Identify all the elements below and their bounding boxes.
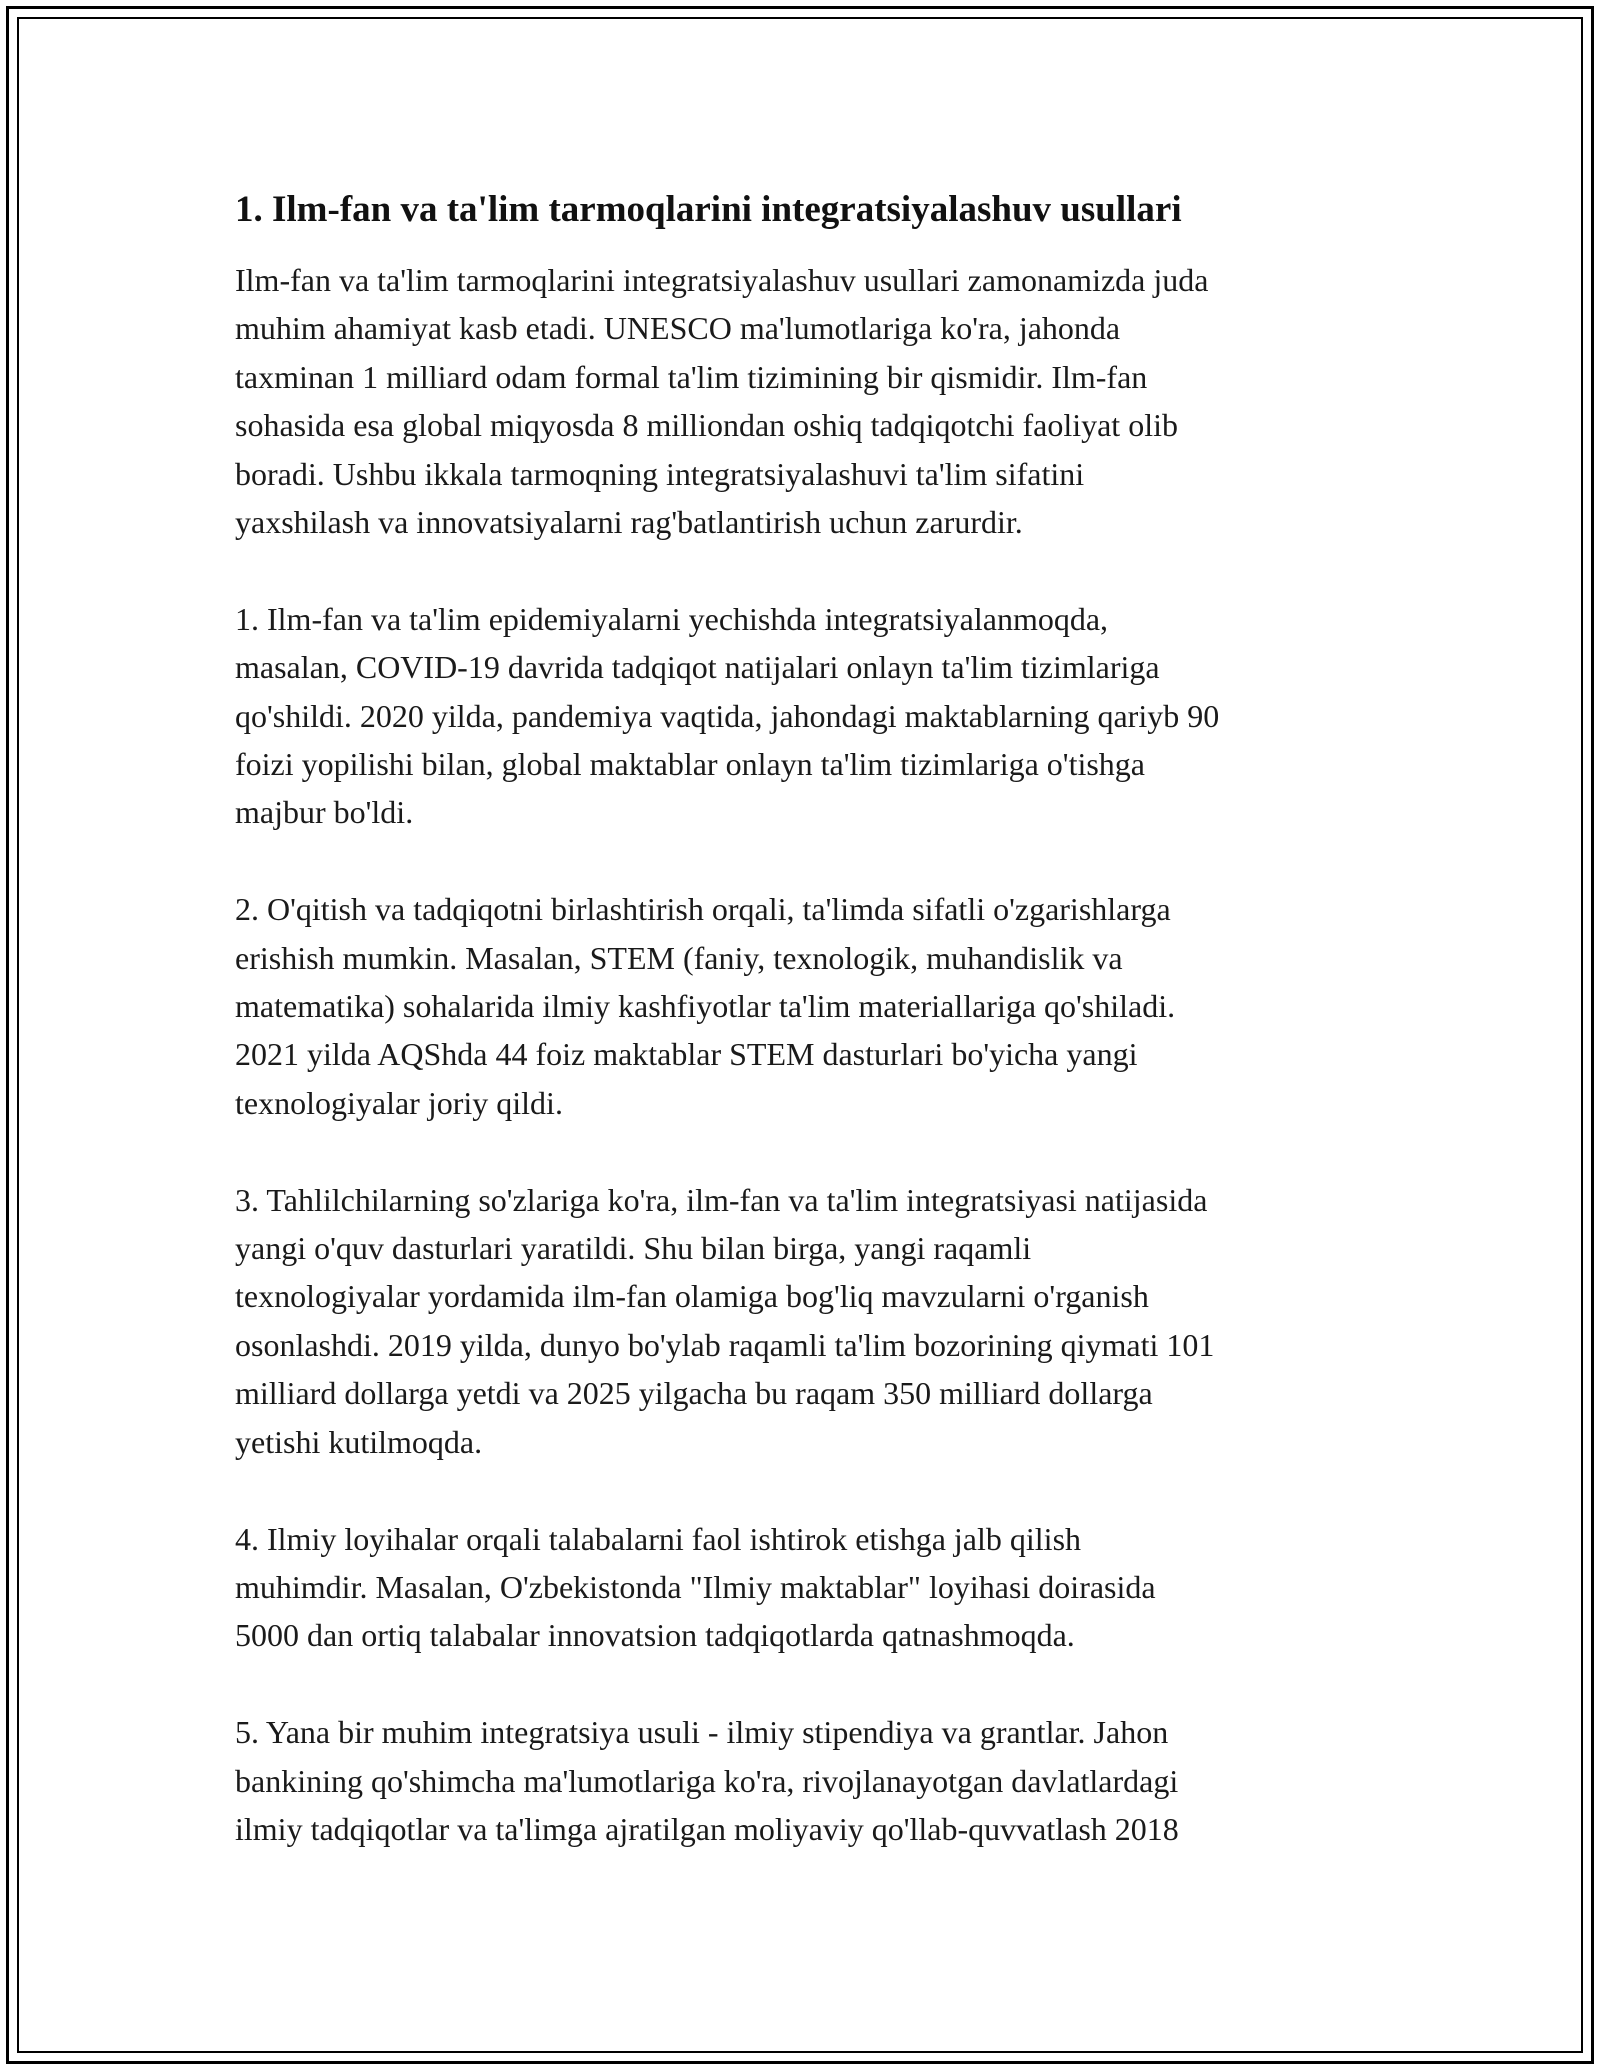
- text-line: 1. Ilm-fan va ta'lim epidemiyalarni yechishda integratsiyalanmoqda,: [235, 600, 1109, 637]
- paragraph-point-1: [235, 595, 1375, 837]
- text-line: 2. O'qitish va tadqiqotni birlashtirish orqali, ta'limda sifatli o'zgarishlarga: [235, 891, 1171, 928]
- text-line: muhimdir. Masalan, O'zbekistonda "Ilmiy maktablar" loyihasi doirasida: [235, 1568, 1156, 1605]
- text-line: texnologiyalar joriy qildi.: [235, 1084, 563, 1121]
- text-line: Ilm-fan va ta'lim tarmoqlarini integratsiyalashuv usullari zamonamizda juda: [235, 262, 1209, 298]
- text-line: sohasida esa global miqyosda 8 milliondan oshiq tadqiqotchi faoliyat olib: [235, 407, 1178, 444]
- paragraph-point-3: [235, 1176, 1375, 1466]
- text-line: matematika) sohalarida ilmiy kashfiyotlar ta'lim materiallariga qo'shiladi.: [235, 988, 1176, 1025]
- text-line: erishish mumkin. Masalan, STEM (faniy, texnologik, muhandislik va: [235, 939, 1123, 976]
- text-line: muhim ahamiyat kasb etadi. UNESCO ma'lumotlariga ko'ra, jahonda: [235, 310, 1121, 347]
- text-line: yaxshilash va innovatsiyalarni rag'batlantirish uchun zarurdir.: [235, 504, 1023, 541]
- paragraph-point-2: [235, 885, 1375, 1127]
- text-line: yangi o'quv dasturlari yaratildi. Shu bilan birga, yangi raqamli: [235, 1230, 1032, 1267]
- text-line: foizi yopilishi bilan, global maktablar onlayn ta'lim tizimlariga o'tishga: [235, 746, 1145, 783]
- text-line: 4. Ilmiy loyihalar orqali talabalarni faol ishtirok etishga jalb qilish: [235, 1520, 1082, 1557]
- text-line: majbur bo'ldi.: [235, 794, 414, 831]
- text-line: 2021 yilda AQShda 44 foiz maktablar STEM dasturlari bo'yicha yangi: [235, 1036, 1138, 1073]
- text-line: boradi. Ushbu ikkala tarmoqning integratsiyalashuvi ta'lim sifatini: [235, 455, 1085, 492]
- text-line: 3. Tahlilchilarning so'zlariga ko'ra, ilm-fan va ta'lim integratsiyasi natijasida: [235, 1181, 1208, 1218]
- text-line: 5000 dan ortiq talabalar innovatsion tadqiqotlarda qatnashmoqda.: [235, 1617, 1075, 1654]
- text-line: texnologiyalar yordamida ilm-fan olamiga bog'liq mavzularni o'rganish: [235, 1278, 1149, 1315]
- text-line: ilmiy tadqiqotlar va ta'limga ajratilgan moliyaviy qo'llab-quvvatlash 2018: [235, 1810, 1179, 1847]
- paragraph-point-5: [235, 1708, 1375, 1853]
- document-body: [235, 186, 1375, 1902]
- text-line: yetishi kutilmoqda.: [235, 1423, 483, 1460]
- paragraph-intro: [235, 256, 1375, 546]
- paragraph-point-4: [235, 1515, 1375, 1660]
- text-line: qo'shildi. 2020 yilda, pandemiya vaqtida, jahondagi maktablarning qariyb 90: [235, 697, 1220, 734]
- text-line: milliard dollarga yetdi va 2025 yilgacha bu raqam 350 milliard dollarga: [235, 1375, 1153, 1412]
- text-line: taxminan 1 milliard odam formal ta'lim tizimining bir qismidir. Ilm-fan: [235, 358, 1148, 395]
- text-line: 5. Yana bir muhim integratsiya usuli - ilmiy stipendiya va grantlar. Jahon: [235, 1714, 1169, 1751]
- text-line: bankining qo'shimcha ma'lumotlariga ko'ra, rivojlanayotgan davlatlardagi: [235, 1762, 1179, 1799]
- text-line: masalan, COVID-19 davrida tadqiqot natijalari onlayn ta'lim tizimlariga: [235, 649, 1160, 686]
- text-line: osonlashdi. 2019 yilda, dunyo bo'ylab raqamli ta'lim bozorining qiymati 101: [235, 1326, 1215, 1363]
- section-title: 1. Ilm-fan va ta'lim tarmoqlarini integratsiyalashuv usullari: [235, 189, 1182, 230]
